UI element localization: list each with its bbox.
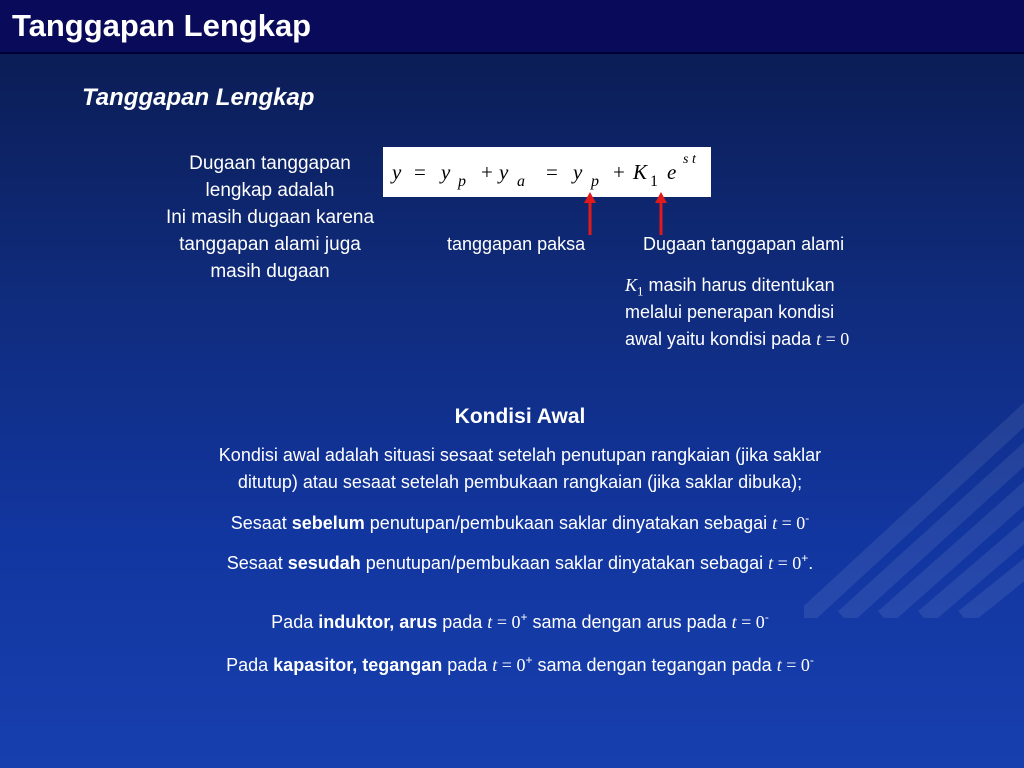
t-variable: t xyxy=(492,655,498,675)
initial-condition-heading: Kondisi Awal xyxy=(454,405,586,428)
eq-plus: + xyxy=(613,160,625,184)
inductor-statement xyxy=(0,609,1024,636)
equals-zero: = 0 xyxy=(821,329,850,349)
text: Pada xyxy=(271,612,319,632)
emphasis-before: sebelum xyxy=(291,513,365,533)
eq-K: K xyxy=(633,160,648,184)
text: penutupan/pembukaan saklar dinyatakan sebagai xyxy=(360,553,769,573)
equals-zero: = 0 xyxy=(773,553,802,573)
forced-response-label: tanggapan paksa xyxy=(447,234,586,254)
eq-plus: + xyxy=(481,160,493,184)
slide-title: Tanggapan Lengkap xyxy=(12,8,312,43)
guess-note-line: Ini masih dugaan karena xyxy=(165,207,375,228)
equals-zero: = 0 xyxy=(497,655,526,675)
eq-equals: = xyxy=(546,160,558,184)
plus-superscript: + xyxy=(520,610,528,624)
k1-symbol: K xyxy=(625,275,638,295)
plus-superscript: + xyxy=(801,551,809,565)
plus-superscript: + xyxy=(525,653,533,667)
eq-y: y xyxy=(499,160,509,184)
guess-note-line: lengkap adalah xyxy=(205,180,335,201)
eq-equals: = xyxy=(414,160,426,184)
text: pada xyxy=(437,612,488,632)
text: penutupan/pembukaan saklar dinyatakan sebagai xyxy=(364,513,773,533)
k1-note-line: awal yaitu kondisi pada xyxy=(625,329,817,349)
equals-zero: = 0 xyxy=(777,513,806,533)
guess-note-line: masih dugaan xyxy=(210,261,330,282)
title-bar xyxy=(0,0,1024,54)
capacitor-statement xyxy=(0,652,1024,679)
minus-superscript: - xyxy=(809,653,814,667)
t-variable: t xyxy=(772,513,778,533)
arrow-to-forced-response xyxy=(584,192,596,235)
text: Sesaat xyxy=(226,553,288,573)
t-variable: t xyxy=(768,553,774,573)
eq-sub-p: p xyxy=(458,173,466,190)
eq-exponent-st: s t xyxy=(683,152,696,167)
t-variable: t xyxy=(487,612,493,632)
arrow-to-natural-response xyxy=(655,192,667,235)
eq-y: y xyxy=(392,160,402,184)
minus-superscript: - xyxy=(764,610,769,624)
minus-superscript: - xyxy=(805,511,810,525)
text: Sesaat xyxy=(230,513,292,533)
k1-subscript: 1 xyxy=(637,283,644,299)
t-variable: t xyxy=(816,329,822,349)
initial-condition-definition xyxy=(0,442,1024,496)
before-statement xyxy=(0,510,1024,537)
natural-response-label: Dugaan tanggapan alami xyxy=(643,234,845,254)
text: sama dengan arus pada xyxy=(527,612,732,632)
section-subtitle: Tanggapan Lengkap xyxy=(82,84,315,111)
text: pada xyxy=(442,655,493,675)
equals-zero: = 0 xyxy=(736,612,765,632)
k1-note xyxy=(625,272,925,353)
eq-sub-1: 1 xyxy=(650,173,658,190)
guess-note-line: tanggapan alami juga xyxy=(179,234,361,255)
eq-sub-a: a xyxy=(517,173,525,190)
k1-note-line: melalui penerapan kondisi xyxy=(625,302,835,322)
definition-line: ditutup) atau sesaat setelah pembukaan rangkaian (jika saklar dibuka); xyxy=(237,472,803,492)
eq-y: y xyxy=(573,160,583,184)
guess-note xyxy=(135,150,405,285)
eq-sub-p: p xyxy=(591,173,599,190)
text: Pada xyxy=(226,655,274,675)
pointer-arrows xyxy=(560,190,700,240)
emphasis-after: sesudah xyxy=(287,553,361,573)
after-statement xyxy=(0,550,1024,577)
eq-e: e xyxy=(667,160,677,184)
equals-zero: = 0 xyxy=(492,612,521,632)
text: sama dengan tegangan pada xyxy=(532,655,777,675)
guess-note-line: Dugaan tanggapan xyxy=(189,153,351,174)
definition-line: Kondisi awal adalah situasi sesaat setelah penutupan rangkaian (jika saklar xyxy=(218,445,822,465)
eq-y: y xyxy=(441,160,451,184)
t-variable: t xyxy=(776,655,782,675)
k1-note-line: masih harus ditentukan xyxy=(643,275,835,295)
emphasis-inductor: induktor, arus xyxy=(318,612,438,632)
emphasis-capacitor: kapasitor, tegangan xyxy=(273,655,443,675)
t-variable: t xyxy=(731,612,737,632)
text: . xyxy=(808,553,814,573)
equals-zero: = 0 xyxy=(781,655,810,675)
